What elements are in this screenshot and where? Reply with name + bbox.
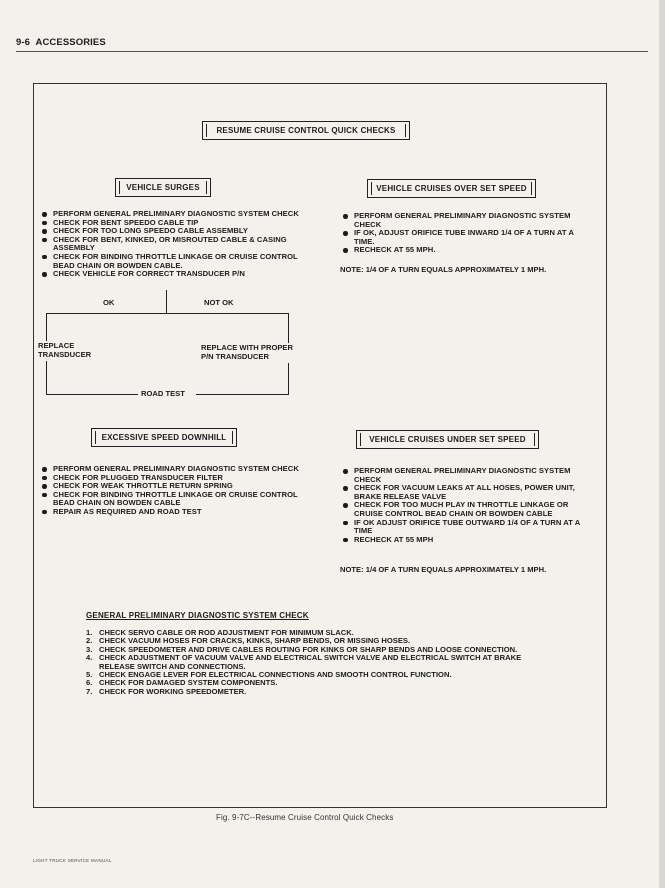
list-item: PERFORM GENERAL PRELIMINARY DIAGNOSTIC SYSTEM CHECK [39, 465, 319, 474]
excessive-speed-list [39, 465, 319, 517]
flow-line [46, 361, 47, 395]
header-rule [16, 51, 648, 52]
title-box: RESUME CRUISE CONTROL QUICK CHECKS [202, 121, 410, 140]
excessive-speed-box: EXCESSIVE SPEED DOWNHILL [91, 428, 237, 447]
cruises-under-note: NOTE: 1/4 OF A TURN EQUALS APPROXIMATELY 1 MPH. [340, 565, 547, 574]
step-number: 1. [86, 628, 93, 637]
road-test-label: ROAD TEST [141, 389, 185, 398]
step-text: CHECK VACUUM HOSES FOR CRACKS, KINKS, SHARP BENDS, OR MISSING HOSES. [99, 636, 411, 646]
page-number: 9-6 [16, 37, 31, 48]
flow-line [46, 313, 289, 314]
list-item: REPAIR AS REQUIRED AND ROAD TEST [39, 508, 319, 517]
list-item: CHECK FOR WEAK THROTTLE RETURN SPRING [39, 482, 319, 491]
flow-line [288, 363, 289, 395]
list-item: PERFORM GENERAL PRELIMINARY DIAGNOSTIC SYSTEM CHECK [39, 210, 309, 219]
list-item: CHECK FOR TOO MUCH PLAY IN THROTTLE LINKAGE OR CRUISE CONTROL BEAD CHAIN OR BOWDEN CABLE [340, 501, 588, 518]
cruises-under-list [340, 467, 588, 544]
cruises-over-note: NOTE: 1/4 OF A TURN EQUALS APPROXIMATELY 1 MPH. [340, 265, 547, 274]
flow-line [46, 313, 47, 341]
cruises-under-box: VEHICLE CRUISES UNDER SET SPEED [356, 430, 539, 449]
step-number: 4. [86, 653, 93, 663]
step-text: CHECK SPEEDOMETER AND DRIVE CABLES ROUTING FOR KINKS OR SHARP BENDS AND LOOSE CONNECTION. [99, 644, 518, 654]
list-item: CHECK FOR BENT, KINKED, OR MISROUTED CABLE & CASING ASSEMBLY [39, 236, 309, 253]
list-item: CHECK VEHICLE FOR CORRECT TRANSDUCER P/N [39, 270, 309, 279]
vehicle-surges-list [39, 210, 309, 279]
flow-line [196, 394, 289, 395]
not-ok-label: NOT OK [204, 298, 234, 307]
list-item: RECHECK AT 55 MPH. [340, 246, 578, 255]
list-item: PERFORM GENERAL PRELIMINARY DIAGNOSTIC SYSTEM CHECK [340, 467, 588, 484]
step-item [86, 654, 556, 671]
step-text: CHECK ADJUSTMENT OF VACUUM VALVE AND ELECTRICAL SWITCH VALVE AND ELECTRICAL SWITCH AT BRAKE RELEASE SWITCH AND CONNECTIONS. [99, 653, 522, 671]
flow-line [166, 290, 167, 314]
page-footer: LIGHT TRUCK SERVICE MANUAL [33, 858, 112, 863]
replace-proper-transducer-label: REPLACE WITH PROPER P/N TRANSDUCER [201, 343, 293, 361]
page-edge [659, 0, 665, 888]
list-item: IF OK, ADJUST ORIFICE TUBE INWARD 1/4 OF A TURN AT A TIME. [340, 229, 578, 246]
step-text: CHECK FOR DAMAGED SYSTEM COMPONENTS. [99, 678, 278, 688]
general-check-steps [86, 629, 556, 696]
cruises-over-list [340, 212, 578, 255]
list-item: CHECK FOR TOO LONG SPEEDO CABLE ASSEMBLY [39, 227, 309, 236]
step-number: 7. [86, 686, 93, 696]
step-text: CHECK FOR WORKING SPEEDOMETER. [99, 686, 247, 696]
cruises-over-box: VEHICLE CRUISES OVER SET SPEED [367, 179, 536, 198]
figure-caption: Fig. 9-7C--Resume Cruise Control Quick Checks [216, 813, 394, 822]
list-item: CHECK FOR VACUUM LEAKS AT ALL HOSES, POWER UNIT, BRAKE RELEASE VALVE [340, 484, 588, 501]
replace-transducer-label: REPLACE TRANSDUCER [38, 341, 92, 359]
list-item: IF OK ADJUST ORIFICE TUBE OUTWARD 1/4 OF A TURN AT A TIME [340, 519, 588, 536]
list-item: CHECK FOR PLUGGED TRANSDUCER FILTER [39, 474, 319, 483]
step-number: 2. [86, 636, 93, 646]
section-title: ACCESSORIES [35, 37, 106, 48]
flow-line [46, 394, 138, 395]
step-number: 5. [86, 670, 93, 680]
list-item: PERFORM GENERAL PRELIMINARY DIAGNOSTIC SYSTEM CHECK [340, 212, 578, 229]
flow-line [288, 313, 289, 343]
list-item: CHECK FOR BINDING THROTTLE LINKAGE OR CRUISE CONTROL BEAD CHAIN ON BOWDEN CABLE [39, 491, 319, 508]
vehicle-surges-box: VEHICLE SURGES [115, 178, 211, 197]
list-item: CHECK FOR BENT SPEEDO CABLE TIP [39, 219, 309, 228]
step-text: CHECK ENGAGE LEVER FOR ELECTRICAL CONNECTIONS AND SMOOTH CONTROL FUNCTION. [99, 670, 452, 680]
step-number: 3. [86, 644, 93, 654]
page-header [16, 37, 106, 48]
general-check-title: GENERAL PRELIMINARY DIAGNOSTIC SYSTEM CHECK [86, 611, 309, 620]
list-item: RECHECK AT 55 MPH [340, 536, 588, 545]
list-item: CHECK FOR BINDING THROTTLE LINKAGE OR CRUISE CONTROL BEAD CHAIN OR BOWDEN CABLE. [39, 253, 309, 270]
step-item [86, 688, 556, 696]
step-number: 6. [86, 678, 93, 688]
step-text: CHECK SERVO CABLE OR ROD ADJUSTMENT FOR MINIMUM SLACK. [99, 628, 354, 637]
ok-label: OK [103, 298, 115, 307]
